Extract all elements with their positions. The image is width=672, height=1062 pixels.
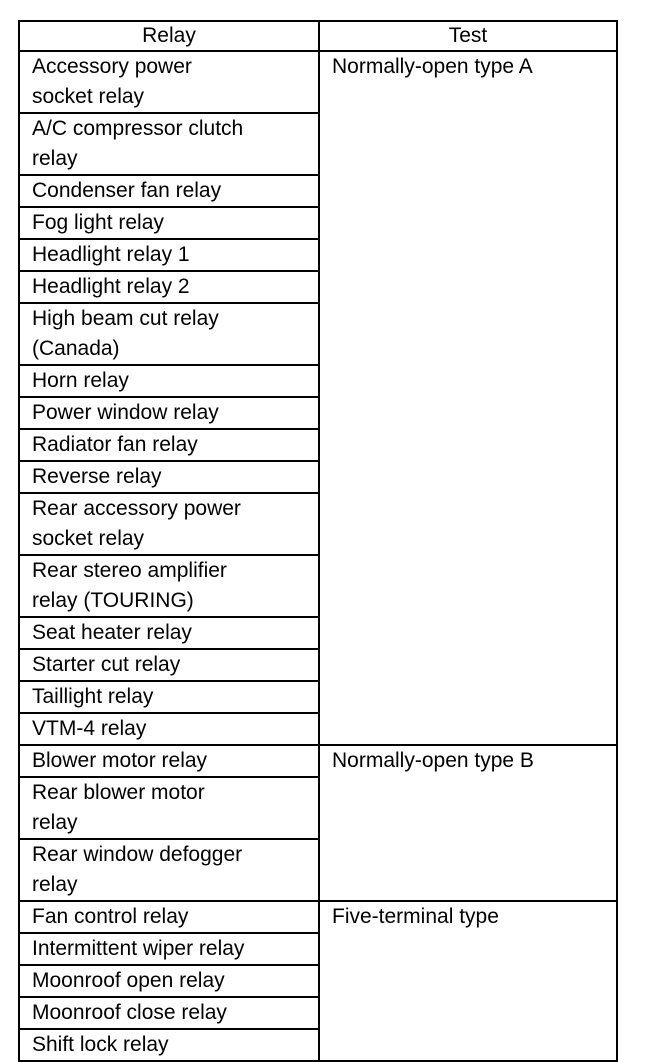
relay-name-cell: Intermittent wiper relay	[19, 933, 319, 965]
relay-name-cell: Seat heater relay	[19, 617, 319, 649]
table-row	[19, 745, 617, 777]
relay-name-cell: A/C compressor clutch relay	[19, 113, 319, 175]
relay-name-cell: Accessory power socket relay	[19, 51, 319, 113]
relay-name-cell: VTM-4 relay	[19, 713, 319, 745]
header-row	[19, 21, 617, 51]
relay-name-cell: Radiator fan relay	[19, 429, 319, 461]
table-row	[19, 901, 617, 933]
relay-name-cell: Rear accessory power socket relay	[19, 493, 319, 555]
relay-name-cell: Fog light relay	[19, 207, 319, 239]
relay-name-cell: Starter cut relay	[19, 649, 319, 681]
relay-name-cell: Headlight relay 2	[19, 271, 319, 303]
relay-name-cell: Power window relay	[19, 397, 319, 429]
table-row	[19, 51, 617, 113]
relay-test-table	[18, 20, 618, 1062]
relay-name-cell: Headlight relay 1	[19, 239, 319, 271]
relay-name-cell: Shift lock relay	[19, 1029, 319, 1061]
relay-name-cell: Blower motor relay	[19, 745, 319, 777]
relay-name-cell: Rear window defogger relay	[19, 839, 319, 901]
relay-name-cell: Rear stereo amplifier relay (TOURING)	[19, 555, 319, 617]
test-type-cell: Normally-open type B	[319, 745, 617, 901]
relay-name-cell: Fan control relay	[19, 901, 319, 933]
relay-name-cell: Horn relay	[19, 365, 319, 397]
relay-name-cell: Moonroof open relay	[19, 965, 319, 997]
table-body	[19, 51, 617, 1061]
relay-name-cell: Condenser fan relay	[19, 175, 319, 207]
relay-name-cell: Taillight relay	[19, 681, 319, 713]
relay-name-cell: Reverse relay	[19, 461, 319, 493]
relay-name-cell: High beam cut relay (Canada)	[19, 303, 319, 365]
relay-name-cell: Moonroof close relay	[19, 997, 319, 1029]
relay-name-cell: Rear blower motor relay	[19, 777, 319, 839]
test-type-cell: Five-terminal type	[319, 901, 617, 1061]
relay-column-header: Relay	[19, 21, 319, 51]
test-type-cell: Normally-open type A	[319, 51, 617, 745]
test-column-header: Test	[319, 21, 617, 51]
